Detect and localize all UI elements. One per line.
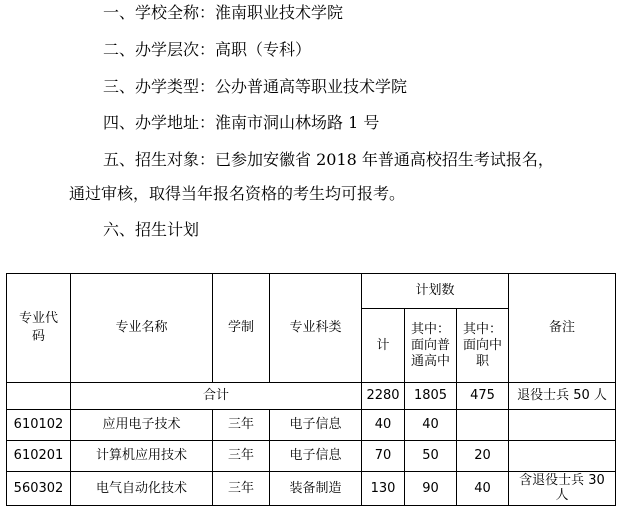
table-row (7, 472, 616, 506)
row-name: 计算机应用技术 (71, 441, 213, 472)
table-header-row (7, 274, 616, 309)
table-row (7, 441, 616, 472)
row-category: 电子信息 (270, 410, 362, 441)
header-name: 专业名称 (71, 274, 213, 383)
school-address-line: 四、办学地址：淮南市洞山林场路 1 号 (103, 113, 380, 132)
enrollment-plan-heading: 六、招生计划 (103, 220, 200, 239)
row-category: 电子信息 (270, 441, 362, 472)
row-duration: 三年 (213, 410, 270, 441)
row-remark (509, 441, 616, 472)
header-remark: 备注 (509, 274, 616, 383)
header-duration: 学制 (213, 274, 270, 383)
summary-code (7, 383, 71, 410)
row-total: 70 (362, 441, 405, 472)
row-name: 应用电子技术 (71, 410, 213, 441)
row-category: 装备制造 (270, 472, 362, 506)
row-vocational (457, 410, 509, 441)
row-code: 610201 (7, 441, 71, 472)
row-name: 电气自动化技术 (71, 472, 213, 506)
enrollment-plan-table (6, 273, 616, 506)
school-level-line: 二、办学层次：高职（专科） (103, 40, 312, 59)
summary-remark: 退役士兵 50 人 (509, 383, 616, 410)
row-general: 90 (405, 472, 457, 506)
header-total: 计 (362, 309, 405, 383)
row-general: 40 (405, 410, 457, 441)
header-plan: 计划数 (362, 274, 509, 309)
row-code: 610102 (7, 410, 71, 441)
summary-vocational: 475 (457, 383, 509, 410)
header-general: 其中：面向普通高中 (405, 309, 457, 383)
school-name-line: 一、学校全称：淮南职业技术学院 (103, 3, 344, 22)
row-total: 40 (362, 410, 405, 441)
row-duration: 三年 (213, 441, 270, 472)
row-duration: 三年 (213, 472, 270, 506)
row-remark (509, 410, 616, 441)
header-category: 专业科类 (270, 274, 362, 383)
row-vocational: 20 (457, 441, 509, 472)
row-remark: 含退役士兵 30 人 (509, 472, 616, 506)
header-code: 专业代码 (7, 274, 71, 383)
enrollment-target-continued: 通过审核，取得当年报名资格的考生均可报考。 (69, 184, 406, 203)
header-vocational: 其中：面向中职 (457, 309, 509, 383)
row-general: 50 (405, 441, 457, 472)
row-vocational: 40 (457, 472, 509, 506)
row-total: 130 (362, 472, 405, 506)
school-type-line: 三、办学类型：公办普通高等职业技术学院 (103, 77, 408, 96)
enrollment-target-line: 五、招生对象：已参加安徽省 2018 年普通高校招生考试报名， (103, 150, 554, 169)
table-summary-row (7, 383, 616, 410)
table-row (7, 410, 616, 441)
summary-total: 2280 (362, 383, 405, 410)
row-code: 560302 (7, 472, 71, 506)
summary-general: 1805 (405, 383, 457, 410)
summary-label: 合计 (71, 383, 362, 410)
